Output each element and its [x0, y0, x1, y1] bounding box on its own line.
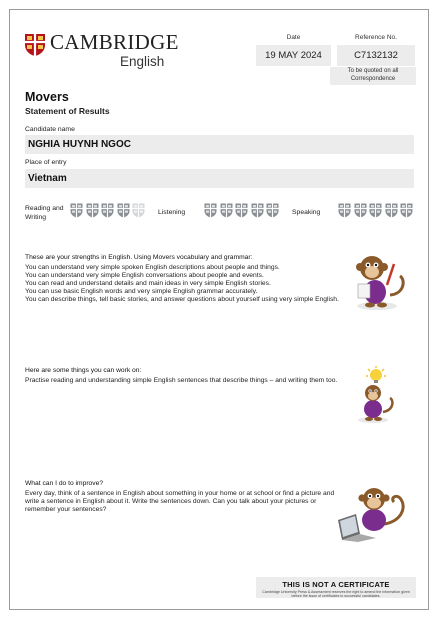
strength-line: You can read and understand details and main ideas in very simple English stories.	[25, 280, 271, 288]
shield-earned-icon	[204, 203, 217, 218]
shield-earned-icon	[235, 203, 248, 218]
improve-heading: What can I do to improve?	[25, 480, 104, 487]
page-title: Movers	[25, 90, 69, 104]
shield-earned-icon	[266, 203, 279, 218]
reference-label: Reference No.	[355, 34, 397, 41]
strength-line: You can understand very simple English conversations about people and events.	[25, 272, 264, 280]
reference-value: C7132132	[337, 45, 415, 66]
work-on-text: Practise reading and understanding simple English sentences that describe things – and writing them too.	[25, 377, 338, 384]
shield-earned-icon	[86, 203, 99, 218]
brand-subtitle: English	[120, 54, 165, 69]
shield-earned-icon	[70, 203, 83, 218]
date-label: Date	[286, 34, 301, 41]
candidate-name-label: Candidate name	[25, 126, 75, 133]
monkey-mascot-icon	[342, 250, 412, 312]
shield-earned-icon	[220, 203, 233, 218]
skill-label-speaking: Speaking	[292, 209, 321, 216]
not-certificate-box	[256, 577, 416, 598]
monkey-laptop-mascot-icon	[334, 484, 416, 542]
shield-earned-icon	[251, 203, 264, 218]
shield-earned-icon	[338, 203, 351, 218]
improve-text: Every day, think of a sentence in English about something in your home or at school or find a picture and write a sentence in English about it. Write the sentences down. Can you talk about your pictures or remember your sentences?	[25, 490, 335, 514]
place-of-entry-label: Place of entry	[25, 159, 67, 166]
shield-earned-icon	[369, 203, 382, 218]
strength-line: You can understand very simple spoken English descriptions about people and things.	[25, 264, 280, 271]
candidate-name-value: NGHIA HUYNH NGOC	[25, 135, 414, 154]
shield-earned-icon	[354, 203, 367, 218]
not-certificate-title: THIS IS NOT A CERTIFICATE	[282, 580, 390, 589]
strengths-list	[25, 264, 340, 304]
shield-earned-icon	[101, 203, 114, 218]
work-on-heading: Here are some things you can work on:	[25, 367, 142, 374]
shield-earned-icon	[400, 203, 413, 218]
quote-note: To be quoted on all Correspondence	[330, 67, 416, 85]
shield-empty-icon	[132, 203, 145, 218]
brand-name: CAMBRIDGE	[50, 30, 179, 54]
strength-line: You can describe things, tell basic stories, and answer questions about yourself using very simple English.	[25, 296, 339, 304]
monkey-lightbulb-mascot-icon	[348, 366, 398, 424]
cambridge-crest-icon	[24, 33, 46, 57]
place-of-entry-value: Vietnam	[25, 169, 414, 188]
date-value: 19 MAY 2024	[256, 45, 331, 66]
strength-line: You can use basic English words and very simple English grammar accurately.	[25, 288, 258, 296]
skill-label-listening: Listening	[158, 209, 186, 216]
page-subtitle: Statement of Results	[25, 106, 110, 116]
shield-earned-icon	[385, 203, 398, 218]
skill-label-reading-writing: Reading and Writing	[25, 205, 64, 221]
strengths-heading: These are your strengths in English. Using Movers vocabulary and grammar:	[25, 254, 253, 261]
shield-earned-icon	[117, 203, 130, 218]
not-certificate-note: Cambridge University Press & Assessment reserves the right to amend the information given before the issue of certificates to successful candidates.	[262, 590, 410, 598]
